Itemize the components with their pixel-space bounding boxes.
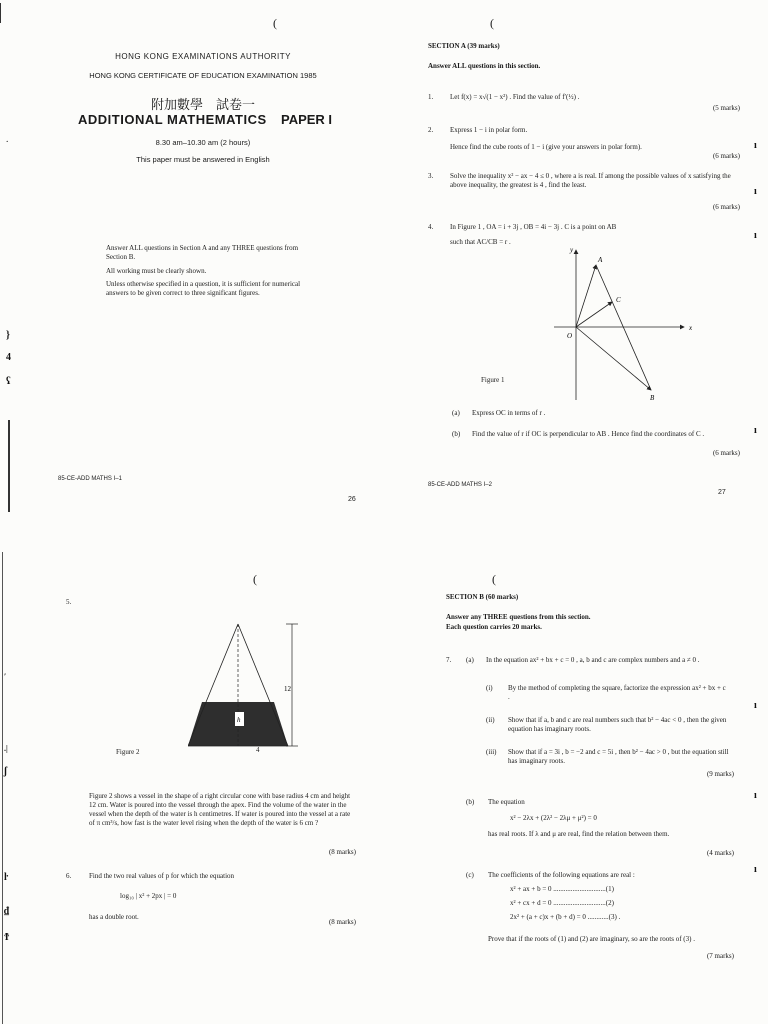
question-7b-text-2: has real roots. If λ and μ are real, find the relation between them. (488, 830, 670, 838)
page-bracket: ( (492, 572, 496, 586)
question-7a-iii: Show that if a = 3i , b = −2 and c = 5i , then b² − 4ac > 0 , but the equation still has imaginary roots. (508, 748, 729, 765)
question-2-part-2: Hence find the cube roots of 1 − i (give your answers in polar form). (450, 143, 642, 151)
page-number: 26 (348, 496, 356, 503)
instruction-2: All working must be clearly shown. (106, 267, 207, 275)
question-3-text: Solve the inequality x² − ax − 4 ≤ 0 , where a is real. If among the possible values of x satisfying the above inequality, the greatest is 4 , find the least. (450, 172, 731, 189)
marks-label: (9 marks) (706, 770, 734, 778)
question-7a-i: By the method of completing the square, factorize the expression ax² + bx + c . (508, 684, 726, 701)
part-label: (b) (466, 798, 475, 806)
section-instruction-2: Each question carries 20 marks. (446, 623, 542, 631)
label-x: x (689, 324, 693, 332)
figure-caption: Figure 1 (481, 376, 505, 384)
page-section-a (384, 0, 768, 512)
margin-mark: ʹ (4, 672, 7, 681)
margin-mark: ₫ (4, 906, 10, 917)
margin-mark: } (6, 330, 10, 341)
margin-mark: 4 (6, 352, 11, 363)
segment-ab (596, 265, 651, 390)
question-7c-eq2: x² + cx + d = 0 ..............................(2) (510, 899, 614, 907)
question-4-ratio: such that AC/CB = r . (450, 238, 511, 246)
label-c: C (616, 296, 621, 304)
exam-time: 8.30 am–10.30 am (2 hours) (155, 138, 251, 147)
section-instruction: Answer ALL questions in this section. (428, 62, 541, 70)
label-radius: 4 (256, 746, 260, 754)
question-4a-text: Express OC in terms of r . (472, 409, 546, 417)
part-label: (b) (452, 430, 461, 438)
page-footer: 85-CE-ADD MATHS I–1 (58, 476, 122, 482)
question-number: 7. (446, 656, 452, 664)
margin-mark: ı (754, 864, 757, 875)
marks-label: (8 marks) (328, 848, 356, 856)
page-section-a-continued (0, 512, 384, 1024)
question-7a-ii: Show that if a, b and c are real numbers such that b² − 4ac < 0 , then the given equation has imaginary roots. (508, 716, 727, 733)
section-heading: SECTION A (39 marks) (428, 42, 500, 50)
subpart-label: (iii) (486, 748, 497, 756)
marks-label: (4 marks) (706, 849, 734, 857)
subpart-label: (ii) (486, 716, 495, 724)
marks-label: (7 marks) (706, 952, 734, 960)
margin-mark: ı (754, 230, 757, 241)
marks-label: (8 marks) (328, 918, 356, 926)
instruction-1: Answer ALL questions in Section A and any THREE questions from Section B. (106, 244, 299, 261)
question-7c-text-2: Prove that if the roots of (1) and (2) are imaginary, so are the roots of (3) . (488, 935, 695, 943)
label-h: h (237, 716, 241, 724)
figure-caption: Figure 2 (116, 748, 140, 756)
label-b: B (650, 394, 655, 402)
question-7b-text-1: The equation (488, 798, 525, 806)
question-2-part-1: Express 1 − i in polar form. (450, 126, 528, 134)
question-6-text-2: has a double root. (89, 913, 139, 921)
question-4b-text: Find the value of r if OC is perpendicular to AB . Hence find the coordinates of C . (472, 430, 705, 438)
figure-1-vector-diagram (534, 240, 704, 410)
question-6-text: Find the two real values of p for which the equation (89, 872, 235, 880)
subpart-label: (i) (486, 684, 493, 692)
margin-mark: ı (754, 425, 757, 436)
question-number: 5. (66, 598, 72, 606)
binding-edge (2, 552, 3, 1024)
marks-label: (6 marks) (712, 449, 740, 457)
question-number: 4. (428, 223, 434, 231)
page-bracket: ( (253, 572, 257, 586)
exam-heading: HONG KONG CERTIFICATE OF EDUCATION EXAMINATION 1985 (89, 71, 317, 80)
label-y: y (570, 246, 574, 254)
margin-mark: ʃ (4, 766, 8, 777)
figure-2-cone-vessel (188, 616, 308, 756)
question-number: 2. (428, 126, 434, 134)
label-a: A (598, 256, 603, 264)
margin-mark: ʕ (6, 376, 11, 387)
part-label: (a) (452, 409, 460, 417)
label-o: O (567, 332, 573, 340)
paper-title: ADDITIONAL MATHEMATICS (78, 112, 267, 127)
authority-heading: HONG KONG EXAMINATIONS AUTHORITY (115, 52, 291, 61)
label-height: 12 (284, 685, 291, 693)
vector-oc (576, 302, 612, 327)
paper-number: PAPER I (281, 112, 333, 127)
margin-mark: ı (754, 700, 757, 711)
vector-ob (576, 327, 651, 390)
margin-mark: · (6, 138, 9, 146)
binding-edge (8, 420, 10, 512)
question-7a-text: In the equation ax² + bx + c = 0 , a, b and c are complex numbers and a ≠ 0 . (486, 656, 700, 664)
page-cover (0, 0, 384, 512)
section-heading: SECTION B (60 marks) (446, 593, 519, 601)
question-7c-eq1: x² + ax + b = 0 ..............................(1) (510, 885, 614, 893)
page-number: 27 (718, 489, 726, 496)
margin-mark: ı (754, 186, 757, 197)
question-7c-text-1: The coefficients of the following equations are real : (488, 871, 635, 879)
margin-mark: ŀ (4, 872, 8, 883)
marks-label: (5 marks) (712, 104, 740, 112)
page-bracket: ( (490, 16, 494, 30)
question-5-text: Figure 2 shows a vessel in the shape of a right circular cone with base radius 4 cm and height 12 cm. Water is poured into the vessel through the apex. Find the volume of the water in the vessel when the depth of the water is h centimetres. If water is poured into the vessel at a rate of π cm³/s, how fast is the water level rising when the depth of the water is 6 cm ? (89, 792, 351, 827)
page-section-b (384, 512, 768, 1024)
question-7b-equation: x² − 2λx + (2λ² − 2λμ + μ²) = 0 (510, 814, 597, 822)
chinese-title: 附加數學 試卷一 (150, 98, 255, 113)
marks-label: (6 marks) (712, 203, 740, 211)
question-number: 6. (66, 872, 72, 880)
margin-mark: Ϯ (4, 932, 10, 943)
question-7c-eq3: 2x² + (a + c)x + (b + d) = 0 ............(3) . (510, 913, 621, 921)
binding-mark (0, 3, 5, 23)
margin-mark: ı (754, 790, 757, 801)
instruction-3: Unless otherwise specified in a question, it is sufficient for numerical answers to be given correct to three significant figures. (106, 280, 301, 297)
question-1-text: Let f(x) = x√(1 − x²) . Find the value of f′(½) . (450, 93, 580, 101)
page-footer: 85-CE-ADD MATHS I–2 (428, 482, 492, 488)
question-number: 1. (428, 93, 434, 101)
margin-mark: .| (4, 744, 8, 753)
question-6-equation: log₁₀ | x² + 2px | = 0 (120, 892, 177, 900)
margin-mark: ı (754, 140, 757, 151)
section-instruction-1: Answer any THREE questions from this section. (446, 613, 591, 621)
question-4-text: In Figure 1 , OA = i + 3j , OB = 4i − 3j . C is a point on AB (450, 223, 617, 231)
marks-label: (6 marks) (712, 152, 740, 160)
language-note: This paper must be answered in English (136, 155, 270, 164)
part-label: (a) (466, 656, 474, 664)
vector-oa (576, 265, 596, 327)
part-label: (c) (466, 871, 474, 879)
question-number: 3. (428, 172, 434, 180)
page-bracket: ( (273, 16, 277, 30)
